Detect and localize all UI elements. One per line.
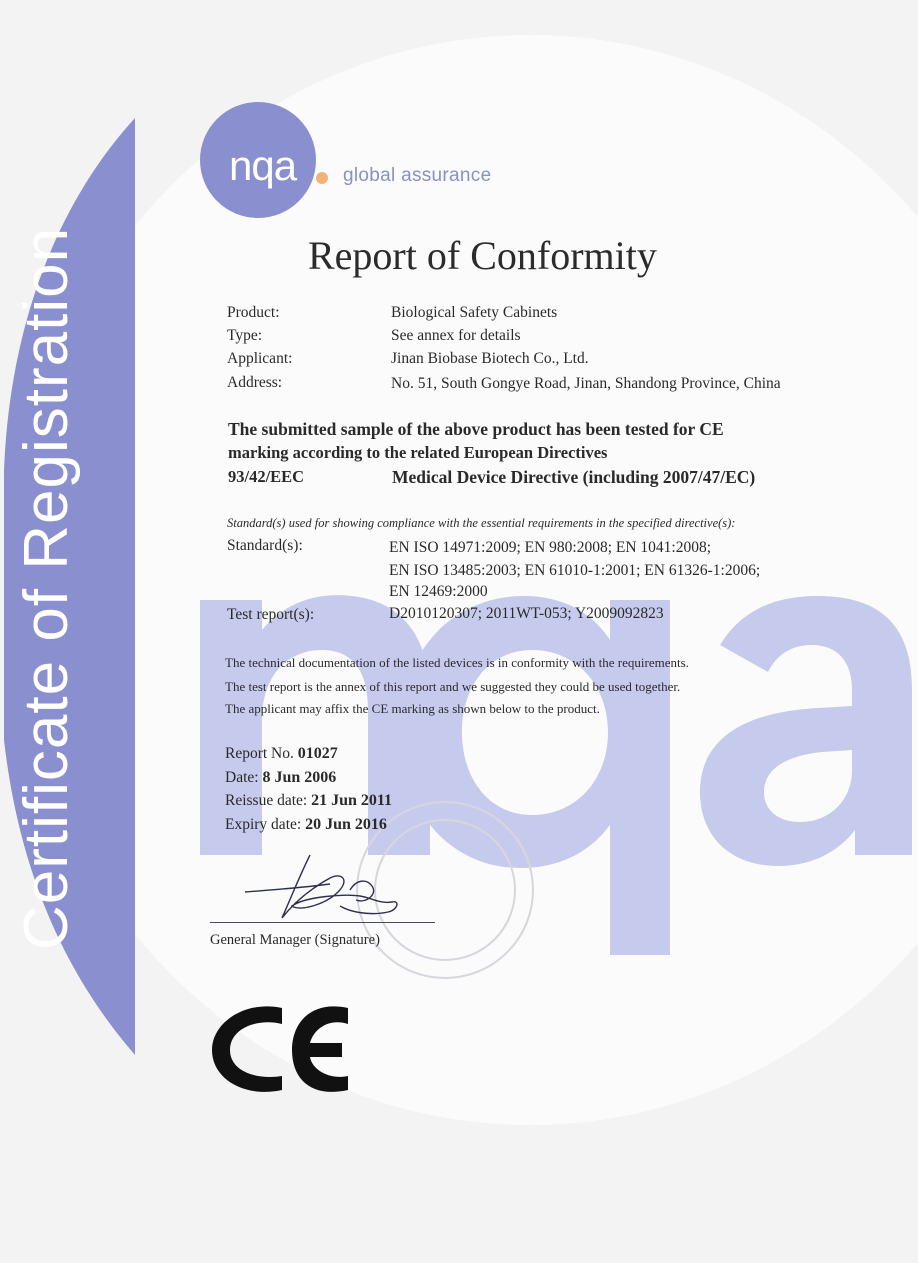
standards-line-3: EN 12469:2000 xyxy=(389,583,488,600)
field-value-address: No. 51, South Gongye Road, Jinan, Shandong Province, China xyxy=(391,375,781,392)
standards-label: Standard(s): xyxy=(227,537,303,554)
background-ellipse xyxy=(10,35,918,1125)
test-report-label: Test report(s): xyxy=(227,606,315,623)
field-label-type: Type: xyxy=(227,327,263,344)
field-value-applicant: Jinan Biobase Biotech Co., Ltd. xyxy=(391,350,589,367)
test-report-value: D2010120307; 2011WT-053; Y2009092823 xyxy=(389,605,664,622)
note-line-3: The applicant may affix the CE marking as shown below to the product. xyxy=(225,701,600,716)
logo-tagline: global assurance xyxy=(343,165,492,186)
document-title: Report of Conformity xyxy=(308,233,657,278)
sidebar-title: Certificate of Registration xyxy=(12,226,81,950)
field-label-applicant: Applicant: xyxy=(227,350,293,367)
field-value-type: See annex for details xyxy=(391,327,521,344)
standards-line-2: EN ISO 13485:2003; EN 61010-1:2001; EN 61326-1:2006; xyxy=(389,562,761,579)
report-number: Report No. 01027 xyxy=(225,745,338,762)
field-label-product: Product: xyxy=(227,304,280,321)
note-line-2: The test report is the annex of this report and we suggested they could be used together. xyxy=(225,679,681,694)
signature-caption: General Manager (Signature) xyxy=(210,932,380,948)
logo-dot xyxy=(316,172,328,184)
note-line-1: The technical documentation of the listed devices is in conformity with the requirements. xyxy=(225,655,689,670)
issue-date: Date: 8 Jun 2006 xyxy=(225,769,337,786)
expiry-date: Expiry date: 20 Jun 2016 xyxy=(225,816,387,833)
logo-mark: nqa xyxy=(229,142,297,189)
signature-line xyxy=(210,922,435,923)
directive-name: Medical Device Directive (including 2007/47/EC) xyxy=(392,467,756,487)
standards-line-1: EN ISO 14971:2009; EN 980:2008; EN 1041:2008; xyxy=(389,539,712,556)
directive-code: 93/42/EEC xyxy=(228,467,305,486)
field-value-product: Biological Safety Cabinets xyxy=(391,304,558,321)
standards-note: Standard(s) used for showing compliance with the essential requirements in the specified directive(s): xyxy=(227,516,736,530)
statement-line-2: marking according to the related European Directives xyxy=(228,443,608,462)
field-label-address: Address: xyxy=(227,374,283,391)
statement-line-1: The submitted sample of the above product has been tested for CE xyxy=(228,419,724,439)
reissue-date: Reissue date: 21 Jun 2011 xyxy=(225,792,393,809)
